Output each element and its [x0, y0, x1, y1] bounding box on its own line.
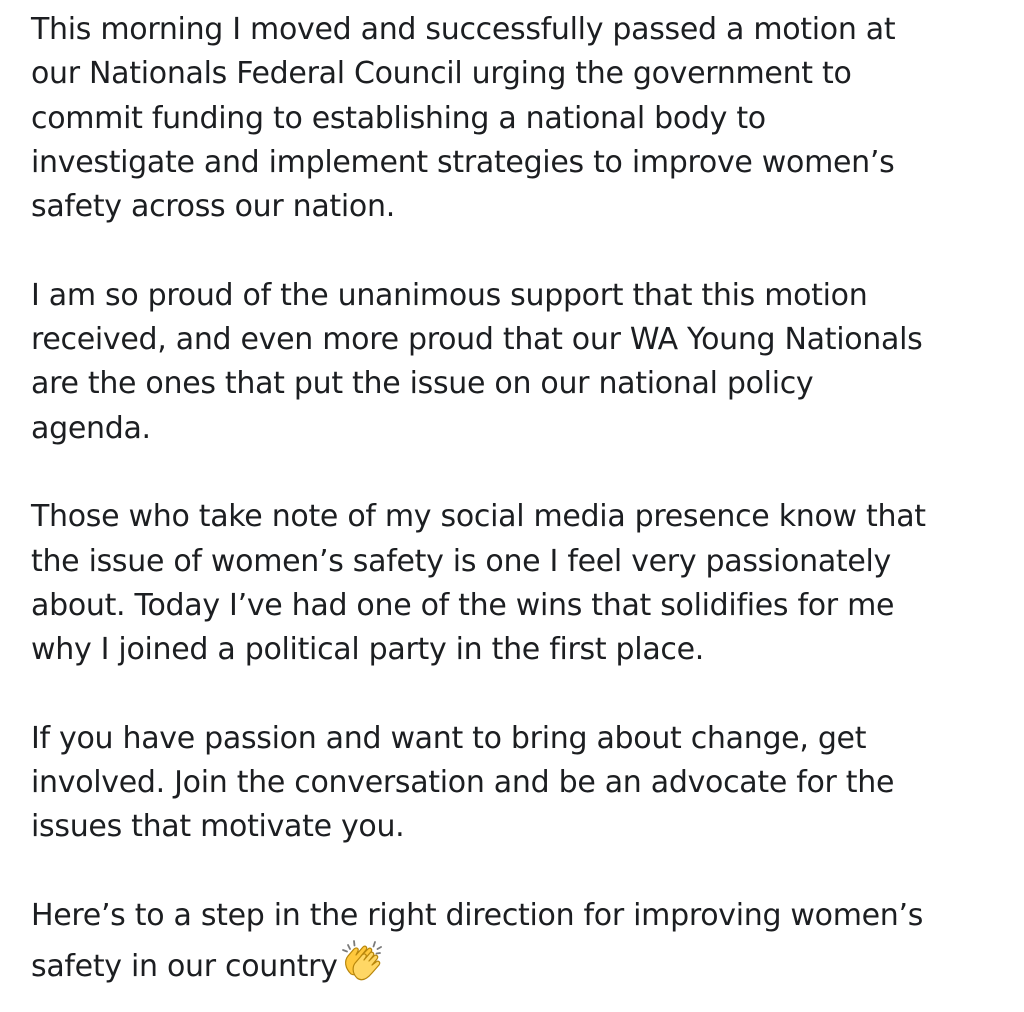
post-paragraph-2: I am so proud of the unanimous support that this motion received, and even more proud that our WA Young Nationals are the ones that put the issue on our national policy agenda. [31, 277, 923, 446]
post-paragraph-4: If you have passion and want to bring about change, get involved. Join the conversation and be an advocate for the issues that motivate you. [31, 720, 895, 845]
post-paragraph-5 [31, 894, 994, 990]
post-paragraph-1: This morning I moved and successfully passed a motion at our Nationals Federal Council urging the government to commit funding to establishing a national body to investigate and implement strategies to improve women’s safety across our nation. [31, 12, 896, 225]
post-paragraph-3: Those who take note of my social media presence know that the issue of women’s safety is one I feel very passionately about. Today I’ve had one of the wins that solidifies for me why I joined a political party in the first place. [31, 499, 926, 668]
post-paragraph-5-text: Here’s to a step in the right direction for improving women’s safety in our country [31, 897, 924, 985]
clapping-hands-icon [339, 938, 385, 984]
